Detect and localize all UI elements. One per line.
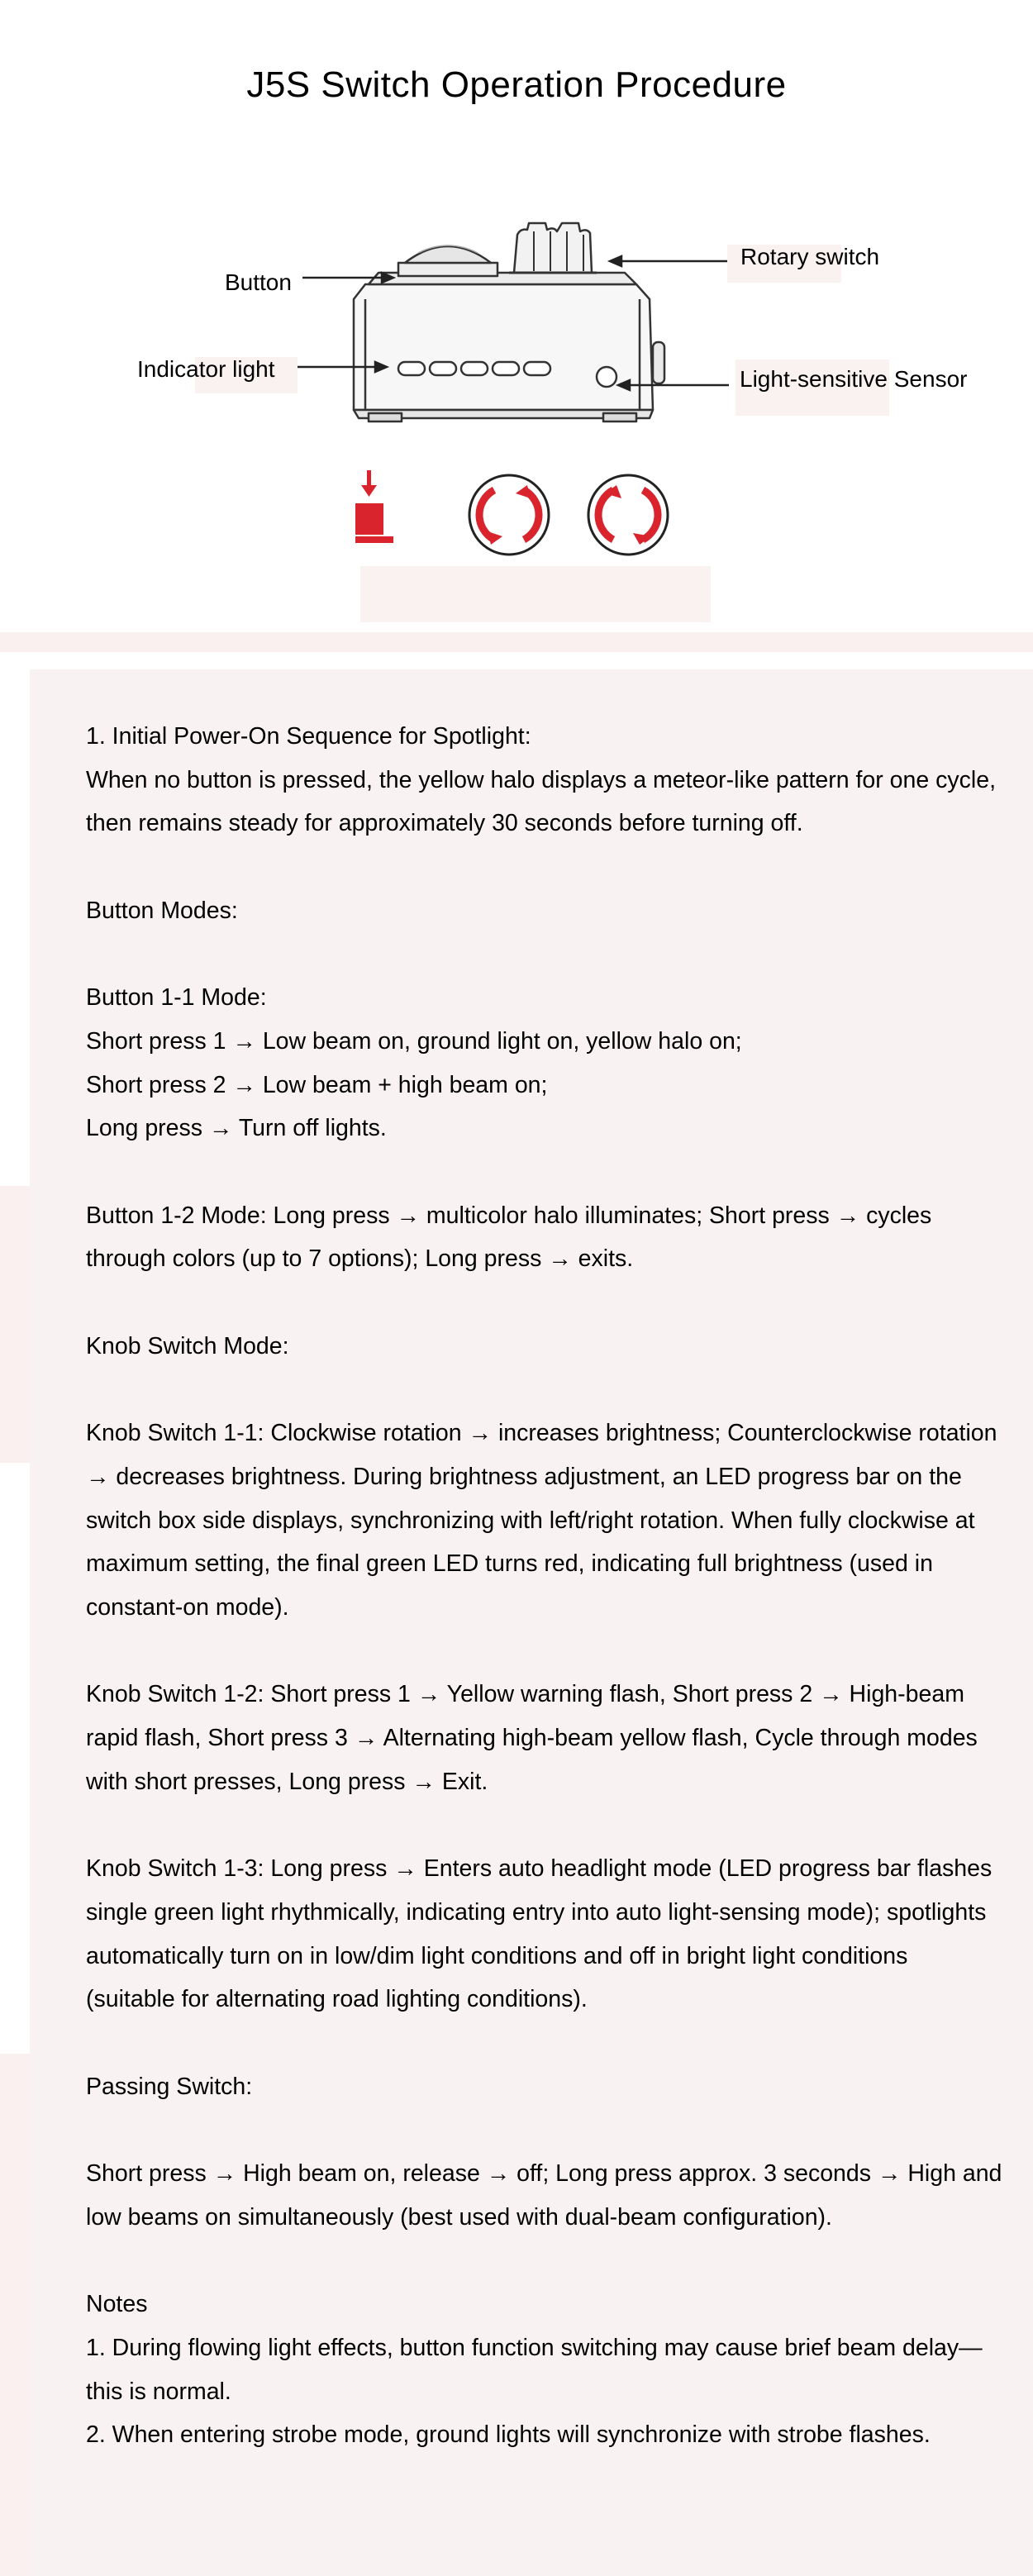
button-1-1-text: Short press 2 → Low beam + high beam on;	[86, 1071, 548, 1098]
divider-band	[0, 632, 1033, 652]
left-side-band	[0, 2054, 30, 2576]
knob-1-3-text: automatically turn on in low/dim light conditions and off in bright light conditions	[86, 1942, 908, 1969]
switch-device-illustration	[124, 207, 992, 438]
instructions-text	[86, 715, 1020, 2457]
button-1-2-text: Button 1-2 Mode: Long press → multicolor halo illuminates; Short press → cycles	[86, 1202, 932, 1229]
button-1-1-text: Short press 1 → Low beam on, ground light on, yellow halo on;	[86, 1027, 742, 1055]
knob-1-1-text: Knob Switch 1-1: Clockwise rotation → increases brightness; Counterclockwise rotation	[86, 1420, 997, 1447]
icons-caption-band	[360, 566, 711, 622]
knob-1-2-text: Knob Switch 1-2: Short press 1 → Yellow warning flash, Short press 2 → High-beam	[86, 1681, 964, 1708]
page-title: J5S Switch Operation Procedure	[246, 64, 787, 105]
button-modes-heading: Button Modes:	[86, 897, 238, 924]
rotate-clockwise-icon	[469, 475, 549, 555]
left-side-band	[0, 1186, 30, 1463]
knob-mode-heading: Knob Switch Mode:	[86, 1332, 289, 1359]
knob-1-2-text: with short presses, Long press → Exit.	[86, 1768, 488, 1795]
notes-heading: Notes	[86, 2291, 148, 2318]
knob-1-3-text: (suitable for alternating road lighting conditions).	[86, 1986, 588, 2013]
press-button-icon	[355, 470, 393, 543]
rotate-counterclockwise-icon	[588, 475, 668, 555]
note-item: 1. During flowing light effects, button function switching may cause brief beam delay—	[86, 2334, 983, 2361]
passing-switch-text: Short press → High beam on, release → off; Long press approx. 3 seconds → High and	[86, 2160, 1002, 2188]
note-item: this is normal.	[86, 2378, 231, 2405]
button-label: Button	[225, 269, 292, 295]
indicator-light-label: Indicator light	[137, 356, 275, 382]
button-1-1-text: Long press → Turn off lights.	[86, 1115, 387, 1142]
knob-1-3-text: single green light rhythmically, indicating entry into auto light-sensing mode); spotlights	[86, 1898, 987, 1926]
light-sensor-label: Light-sensitive Sensor	[740, 366, 968, 392]
knob-1-1-text: constant-on mode).	[86, 1593, 289, 1621]
intro-text: then remains steady for approximately 30 seconds before turning off.	[86, 810, 803, 837]
knob-1-3-text: Knob Switch 1-3: Long press → Enters auto headlight mode (LED progress bar flashes	[86, 1855, 993, 1883]
knob-1-1-text: → decreases brightness. During brightness adjustment, an LED progress bar on the	[86, 1463, 962, 1490]
passing-switch-text: low beams on simultaneously (best used with dual-beam configuration).	[86, 2203, 832, 2231]
button-1-2-text: through colors (up to 7 options); Long press → exits.	[86, 1245, 634, 1273]
operation-icons	[355, 467, 686, 558]
button-1-1-heading: Button 1-1 Mode:	[86, 984, 267, 1012]
intro-text: When no button is pressed, the yellow halo displays a meteor-like pattern for one cycle,	[86, 766, 996, 793]
knob-1-2-text: rapid flash, Short press 3 → Alternating high-beam yellow flash, Cycle through modes	[86, 1725, 978, 1752]
passing-switch-heading: Passing Switch:	[86, 2073, 253, 2100]
rotary-switch-label: Rotary switch	[740, 244, 880, 269]
knob-1-1-text: maximum setting, the final green LED turns red, indicating full brightness (used in	[86, 1550, 933, 1578]
note-item: 2. When entering strobe mode, ground lights will synchronize with strobe flashes.	[86, 2421, 931, 2449]
knob-1-1-text: switch box side displays, synchronizing with left/right rotation. When fully clockwise at	[86, 1507, 975, 1534]
intro-heading: 1. Initial Power-On Sequence for Spotlight:	[86, 723, 531, 750]
